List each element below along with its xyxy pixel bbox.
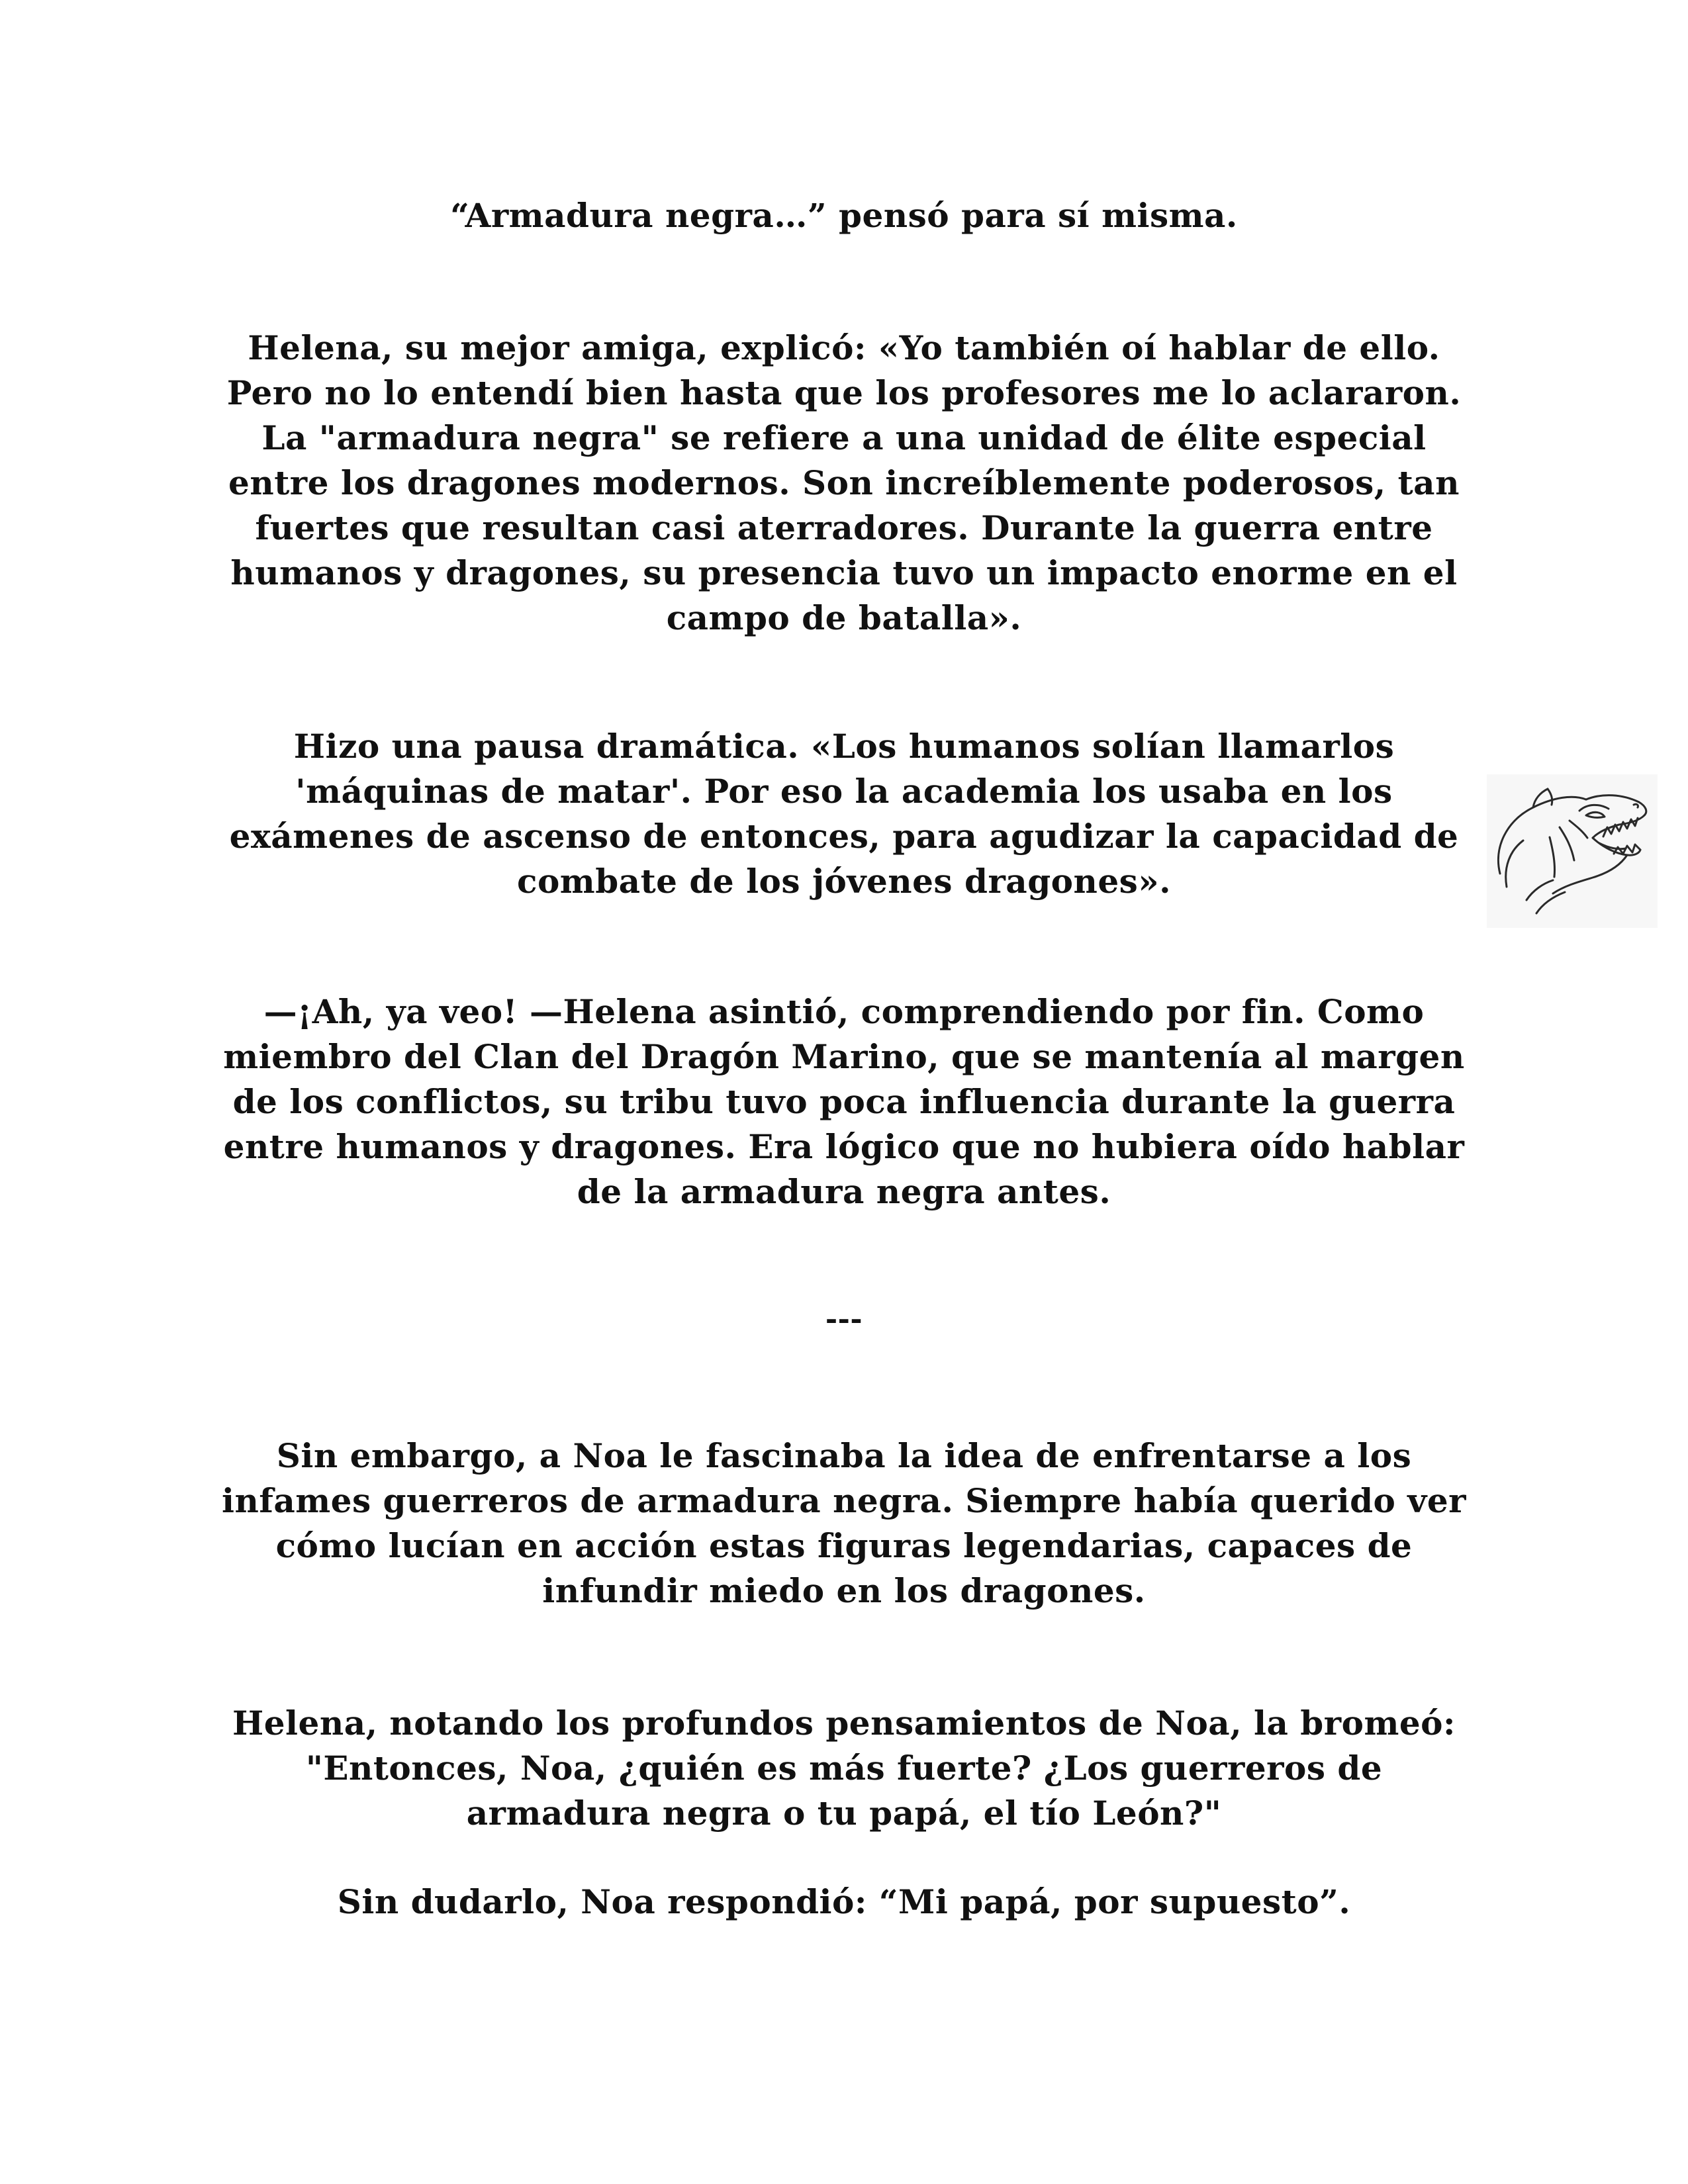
paragraph-noa-fascination: Sin embargo, a Noa le fascinaba la idea de enfrentarse a los infames guerreros de armadura negra. Siempre había querido ver cómo lucían en acción estas figuras legendarias, capaces de infundir miedo en los dragones. xyxy=(222,1436,1466,1610)
paragraph-noa-answer: Sin dudarlo, Noa respondió: “Mi papá, por supuesto”. xyxy=(337,1882,1351,1921)
paragraph-helena-explanation: Helena, su mejor amiga, explicó: «Yo también oí hablar de ello. Pero no lo entendí bien hasta que los profesores me lo aclararon. La "armadura negra" se refiere a una unidad de élite especial entre los dragones modernos. Son increíblemente poderosos, tan fuertes que resultan casi aterradores. Durante la guerra entre humanos y dragones, su presencia tuvo un impacto enorme en el campo de batalla». xyxy=(226,328,1462,637)
paragraph-helena-understands: —¡Ah, ya veo! —Helena asintió, comprendiendo por fin. Como miembro del Clan del Dragón Marino, que se mantenía al margen de los conflictos, su tribu tuvo poca influencia durante la guerra entre humanos y dragones. Era lógico que no hubiera oído hablar de la armadura negra antes. xyxy=(223,992,1465,1211)
section-separator: --- xyxy=(825,1302,863,1336)
paragraph-helena-teases: Helena, notando los profundos pensamientos de Noa, la bromeó: "Entonces, Noa, ¿quién es más fuerte? ¿Los guerreros de armadura negra o tu papá, el tío León?" xyxy=(232,1704,1456,1833)
paragraph-dramatic-pause: Hizo una pausa dramática. «Los humanos solían llamarlos 'máquinas de matar'. Por eso la academia los usaba en los exámenes de ascenso de entonces, para agudizar la capacidad de combate de los jóvenes dragones». xyxy=(229,727,1459,901)
paragraph-armadura-negra-thought: “Armadura negra…” pensó para sí misma. xyxy=(450,196,1238,235)
dragon-head-sketch-icon xyxy=(1487,774,1658,928)
